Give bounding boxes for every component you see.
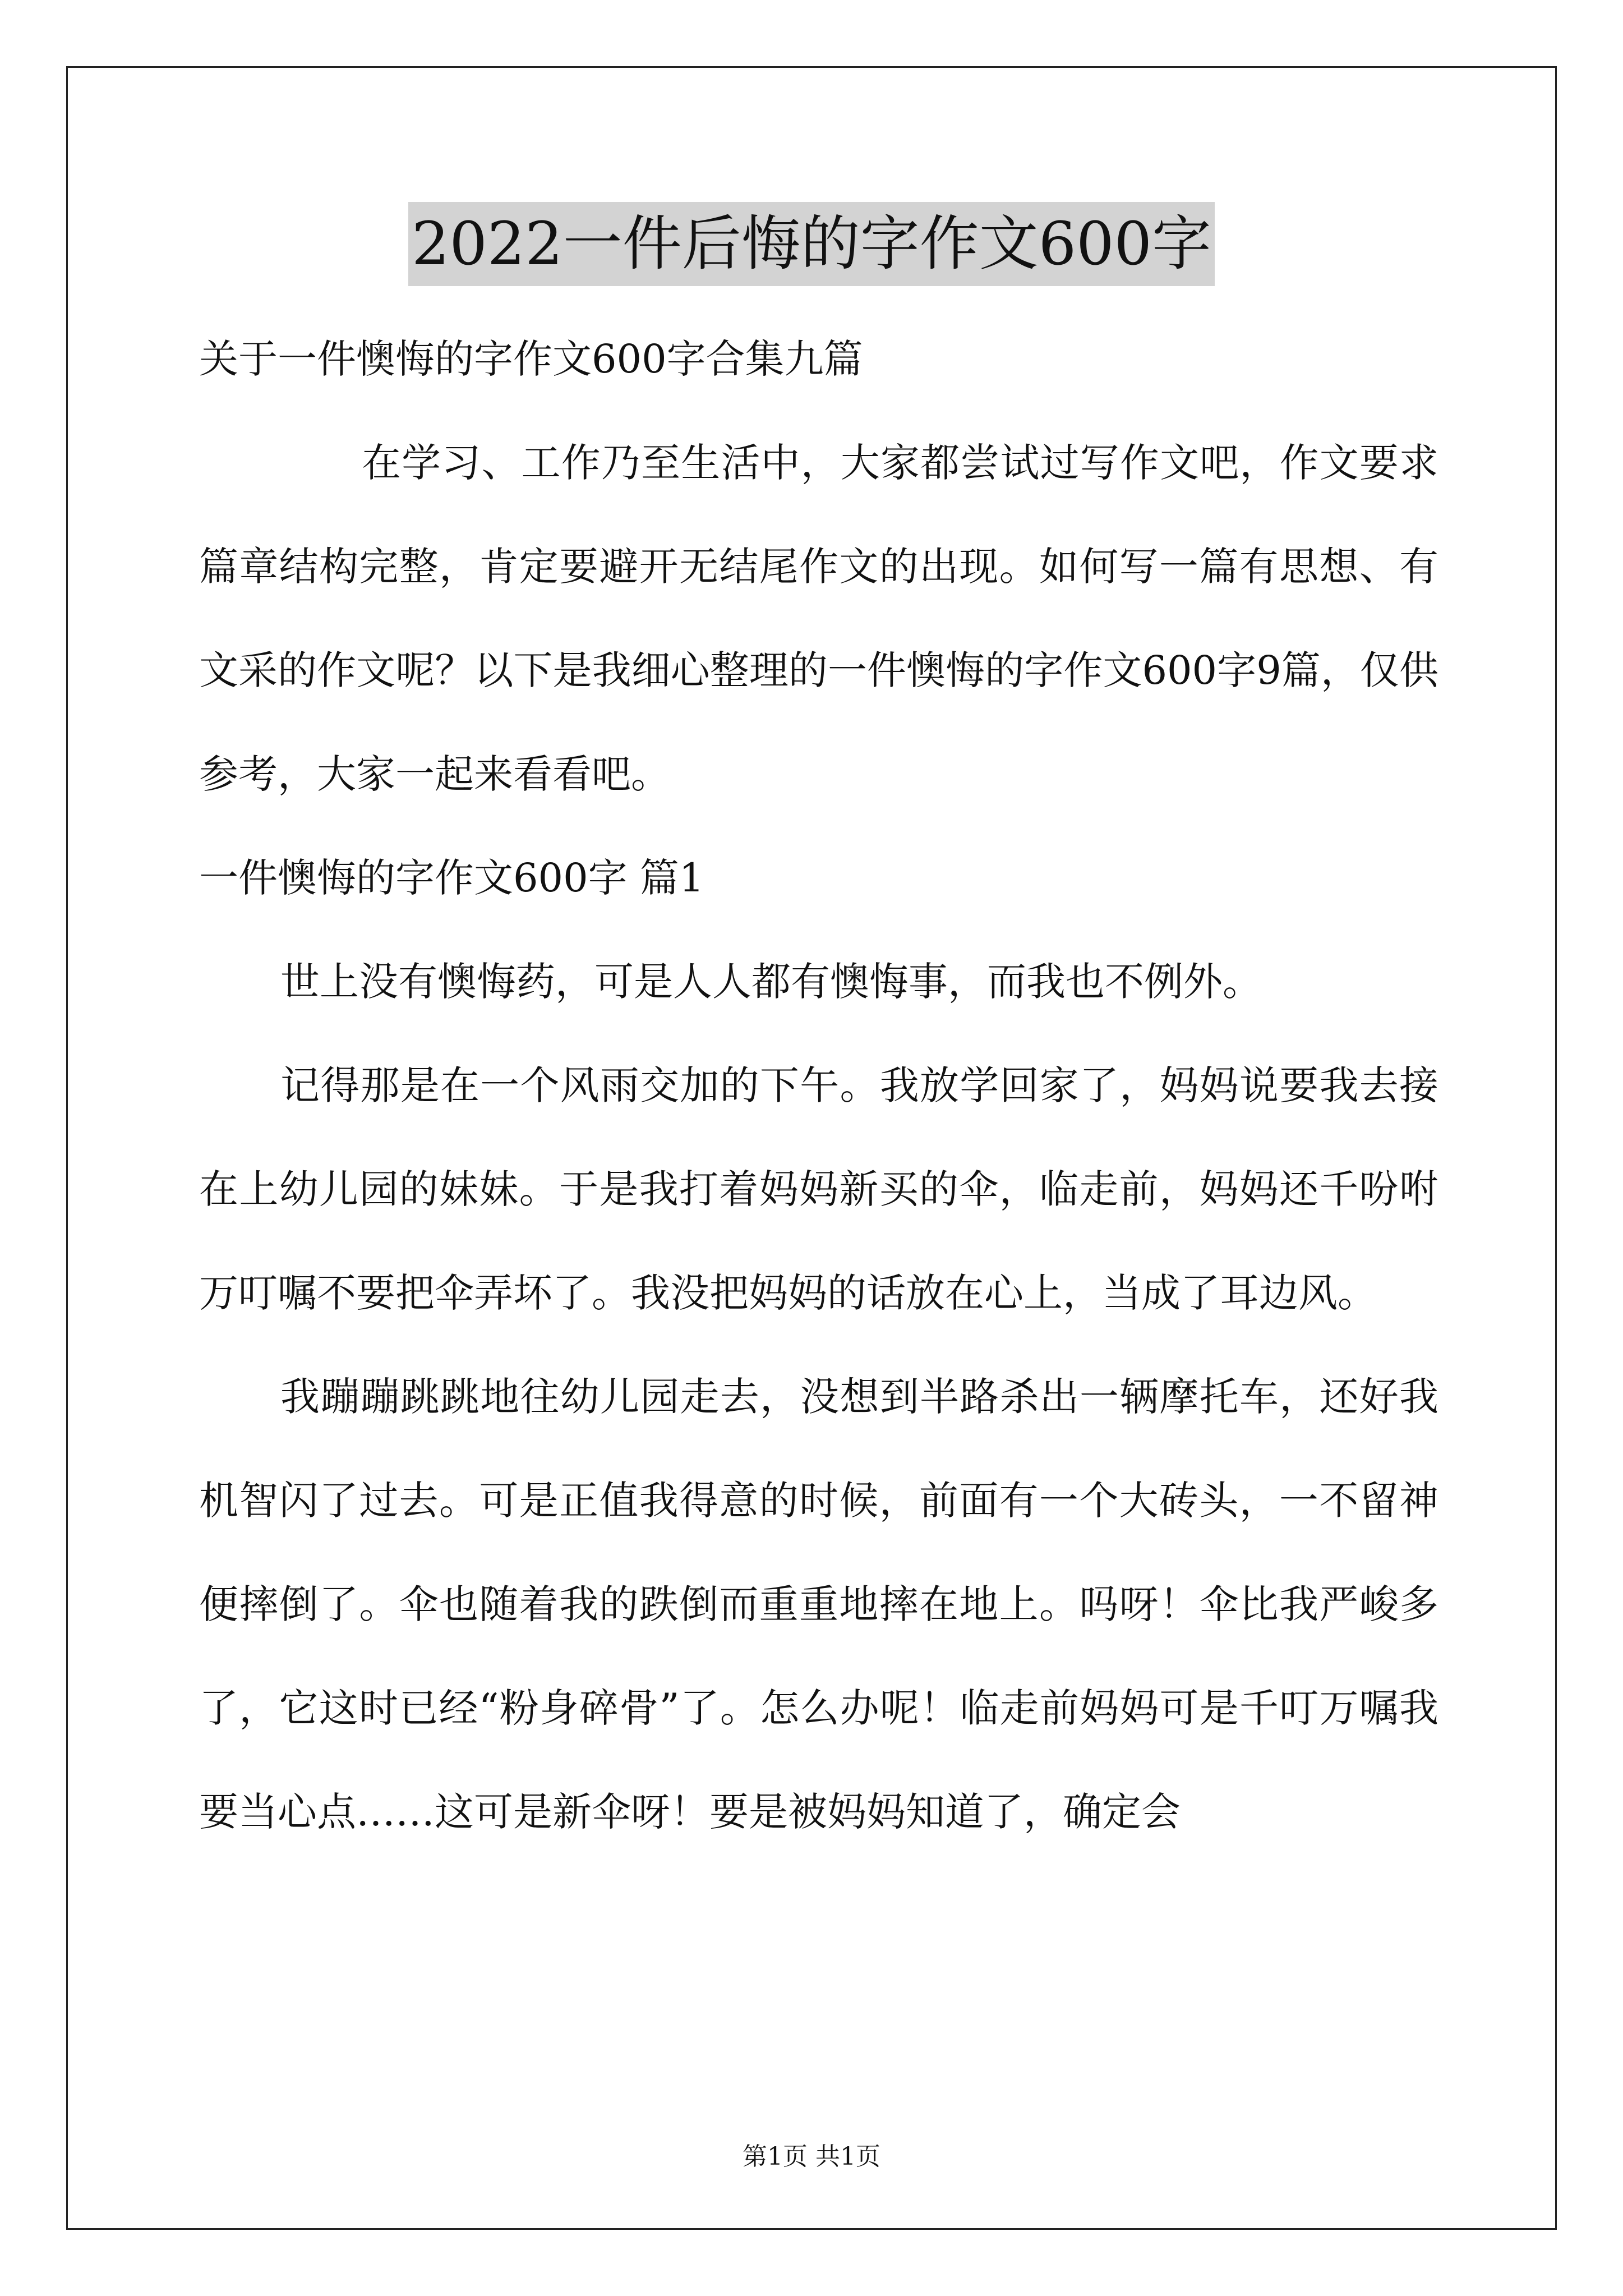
body-paragraph-1: 世上没有懊悔药，可是人人都有懊悔事，而我也不例外。 (280, 959, 1262, 1005)
document-title: 2022一件后悔的字作文600字 (408, 202, 1215, 286)
document-body (199, 307, 1438, 1864)
section-heading: 一件懊悔的字作文600字 篇1 (199, 855, 704, 901)
document-subtitle: 关于一件懊悔的字作文600字合集九篇 (199, 336, 863, 382)
body-paragraph-3: 我蹦蹦跳跳地往幼儿园走去，没想到半路杀出一辆摩托车，还好我机智闪了过去。可是正值我得意的时候，前面有一个大砖头，一不留神便摔倒了。伞也随着我的跌倒而重重地摔在地上。吗呀！伞比我严峻多了，它这时已经“粉身碎骨”了。怎么办呢！临走前妈妈可是千叮万嘱我要当心点……这可是新伞呀！要是被妈妈知道了，确定会 (199, 1374, 1438, 1835)
body-paragraph-2: 记得那是在一个风雨交加的下午。我放学回家了，妈妈说要我去接在上幼儿园的妹妹。于是我打着妈妈新买的伞，临走前，妈妈还千吩咐万叮嘱不要把伞弄坏了。我没把妈妈的话放在心上，当成了耳边风。 (199, 1062, 1438, 1316)
page-footer: 第1页 共1页 (743, 2142, 880, 2171)
intro-paragraph: 在学习、工作乃至生活中，大家都尝试过写作文吧，作文要求篇章结构完整，肯定要避开无结尾作文的出现。如何写一篇有思想、有文采的作文呢？以下是我细心整理的一件懊悔的字作文600字9篇，仅供参考，大家一起来看看吧。 (199, 440, 1438, 797)
title-container (0, 202, 1623, 286)
